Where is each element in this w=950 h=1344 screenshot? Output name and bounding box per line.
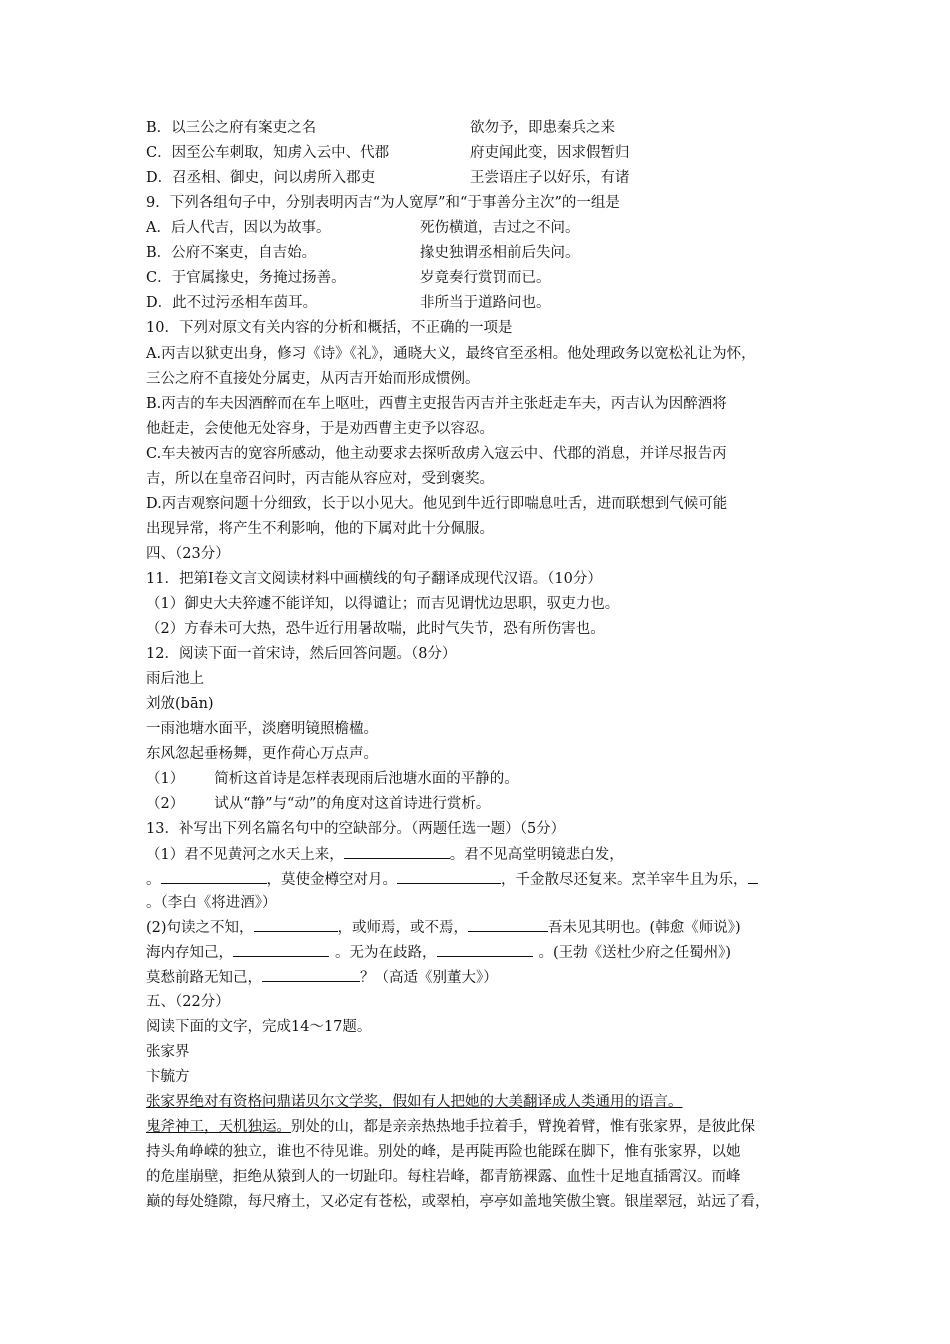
q13-text: ，或师焉，或不焉， — [337, 920, 469, 936]
section-5-heading: 五、（22分） — [146, 994, 230, 1010]
q13-line-3: 。（李白《将进酒》） — [146, 895, 277, 911]
q9-c-right: 岁竟奏行赏罚而已。 — [420, 270, 551, 286]
q13-text: 。无为在歧路， — [335, 945, 437, 961]
article-title: 张家界 — [146, 1044, 190, 1060]
q8-d-left: D．召丞相、御史，问以虏所入郡吏 — [146, 170, 376, 186]
q13-line-5 — [146, 942, 731, 963]
fill-blank[interactable] — [233, 942, 329, 957]
q8-c-left: C．因至公车刺取，知虏入云中、代郡 — [146, 145, 390, 161]
q12-sub-1-number: （1） — [146, 771, 185, 787]
q12-sub-2 — [146, 794, 490, 814]
q9-option-b — [146, 243, 580, 263]
q12-sub-2-number: （2） — [146, 796, 185, 812]
q13-text: 莫愁前路无知己， — [146, 970, 262, 986]
q8-b-left: B．以三公之府有案吏之名 — [146, 120, 317, 136]
fill-blank[interactable] — [344, 844, 450, 859]
article-para-2 — [146, 1117, 755, 1137]
poem-author: 刘攽(bān) — [146, 696, 214, 712]
q10-stem: 10．下列对原文有关内容的分析和概括，不正确的一项是 — [146, 320, 513, 336]
fill-blank[interactable] — [437, 942, 533, 957]
fill-blank[interactable] — [397, 869, 501, 884]
article-author: 卞毓方 — [146, 1069, 190, 1085]
q11-stem: 11．把第Ⅰ卷文言文阅读材料中画横线的句子翻译成现代汉语。（10分） — [146, 571, 602, 587]
article-line: 的危崖崩壁，拒绝从猿到人的一切趾印。每柱岩峰，都青筋裸露、血性十足地直插霄汉。而峰 — [146, 1169, 741, 1185]
q10-line: 三公之府不直接处分属吏，从丙吉开始而形成惯例。 — [146, 371, 480, 387]
fill-blank[interactable] — [748, 869, 758, 884]
q13-text: 。 — [146, 872, 161, 888]
q13-text: (2)句读之不知， — [146, 920, 254, 936]
article-line: 巅的每处缝隙，每尺瘠土，又必定有苍松，或翠柏，亭亭如盖地笑傲尘寰。银崖翠冠，站远了看， — [146, 1194, 770, 1210]
poem-line-2: 东风忽起垂杨舞，更作荷心万点声。 — [146, 746, 378, 762]
q10-line: 吉，所以在皇帝召问时，丙吉能从容应对，受到褒奖。 — [146, 471, 494, 487]
q13-text: ？（高适《别董大》） — [360, 970, 498, 986]
q11-sub-2: （2）方春未可大热，恐牛近行用暑故喘，此时气失节，恐有所伤害也。 — [146, 621, 605, 637]
q12-stem: 12．阅读下面一首宋诗，然后回答问题。（8分） — [146, 646, 457, 662]
q9-option-a — [146, 218, 580, 238]
fill-blank[interactable] — [468, 917, 548, 932]
q13-text: 海内存知己， — [146, 945, 233, 961]
q13-text: ，千金散尽还复来。烹羊宰牛且为乐， — [501, 872, 748, 888]
q13-line-6 — [146, 967, 498, 988]
q9-a-left: A．后人代吉，因以为故事。 — [146, 220, 331, 236]
q8-option-b — [146, 118, 615, 138]
q11-sub-1: （1）御史大夫猝遽不能详知，以得谴让；而吉见谓忧边思职，驭吏力也。 — [146, 596, 620, 612]
q10-line: 他赶走，会使他无处容身，于是劝西曹主吏予以容忍。 — [146, 421, 494, 437]
q8-option-c — [146, 143, 630, 163]
underlined-phrase: 鬼斧神工，天机独运。 — [146, 1119, 291, 1135]
q12-sub-1-text: 简析这首诗是怎样表现雨后池塘水面的平静的。 — [214, 771, 519, 787]
q10-line: 出现异常，将产生不利影响，他的下属对此十分佩服。 — [146, 521, 494, 537]
q10-line: B.丙吉的车夫因酒醉而在车上呕吐，西曹主吏报告丙吉并主张赶走车夫，丙吉认为因醉酒将 — [146, 396, 727, 412]
q9-b-left: B．公府不案吏，自吉始。 — [146, 245, 317, 261]
fill-blank[interactable] — [254, 917, 338, 932]
q9-option-d — [146, 293, 551, 313]
article-line: 持头角峥嵘的独立，谁也不待见谁。别处的峰，是再陡再险也能踩在脚下，惟有张家界，以她 — [146, 1144, 741, 1160]
q13-line-1 — [146, 844, 624, 865]
q8-d-right: 王尝语庄子以好乐，有诸 — [470, 170, 630, 186]
section-4-heading: 四、（23分） — [146, 546, 230, 562]
q13-stem: 13．补写出下列名篇名句中的空缺部分。（两题任选一题）（5分） — [146, 821, 566, 837]
section-5-intro: 阅读下面的文字，完成14～17题。 — [146, 1019, 372, 1035]
q10-line: C.车夫被丙吉的宽容所感动，他主动要求去探听敌虏入寇云中、代郡的消息，并详尽报告丙 — [146, 446, 727, 462]
q8-b-right: 欲勿予，即患秦兵之来 — [470, 120, 615, 136]
q9-option-c — [146, 268, 551, 288]
q13-text: ，莫使金樽空对月。 — [266, 872, 397, 888]
q10-line: D.丙吉观察问题十分细致，长于以小见大。他见到牛近行即喘息吐舌，进而联想到气候可能 — [146, 496, 728, 512]
q9-a-right: 死伤横道，吉过之不问。 — [420, 220, 580, 236]
q13-text: 。(王勃《送杜少府之任蜀州》) — [538, 945, 732, 961]
q12-sub-1 — [146, 769, 519, 789]
q9-c-left: C．于官属掾史，务掩过扬善。 — [146, 270, 346, 286]
q13-line-2 — [146, 869, 758, 890]
article-text: 别处的山，都是亲亲热热地手拉着手，臂挽着臂，惟有张家界，是彼此保 — [291, 1119, 755, 1135]
q8-c-right: 府吏闻此变，因求假暂归 — [470, 145, 630, 161]
q13-text: 吾未见其明也。(韩愈《师说》) — [548, 920, 741, 936]
q9-d-left: D．此不过污丞相车茵耳。 — [146, 295, 318, 311]
fill-blank[interactable] — [262, 967, 360, 982]
q9-b-right: 掾史独谓丞相前后失问。 — [420, 245, 580, 261]
poem-line-1: 一雨池塘水面平，淡磨明镜照檐楹。 — [146, 721, 378, 737]
fill-blank[interactable] — [161, 869, 267, 884]
poem-title: 雨后池上 — [146, 671, 204, 687]
q9-d-right: 非所当于道路问也。 — [420, 295, 551, 311]
q13-text: （1）君不见黄河之水天上来， — [146, 847, 344, 863]
article-para-1: 张家界绝对有资格问鼎诺贝尔文学奖，假如有人把她的大美翻译成人类通用的语言。 — [146, 1094, 683, 1110]
q12-sub-2-text: 试从“静”与“动”的角度对这首诗进行赏析。 — [214, 796, 491, 812]
q9-stem: 9．下列各组句子中，分别表明丙吉“为人宽厚”和“于事善分主次”的一组是 — [146, 195, 620, 211]
q13-text: 。君不见高堂明镜悲白发， — [449, 847, 624, 863]
q10-line: A.丙吉以狱吏出身，修习《诗》《礼》，通晓大义，最终官至丞相。他处理政务以宽松礼让为怀， — [146, 346, 756, 362]
q13-line-4 — [146, 917, 741, 938]
q8-option-d — [146, 168, 630, 188]
